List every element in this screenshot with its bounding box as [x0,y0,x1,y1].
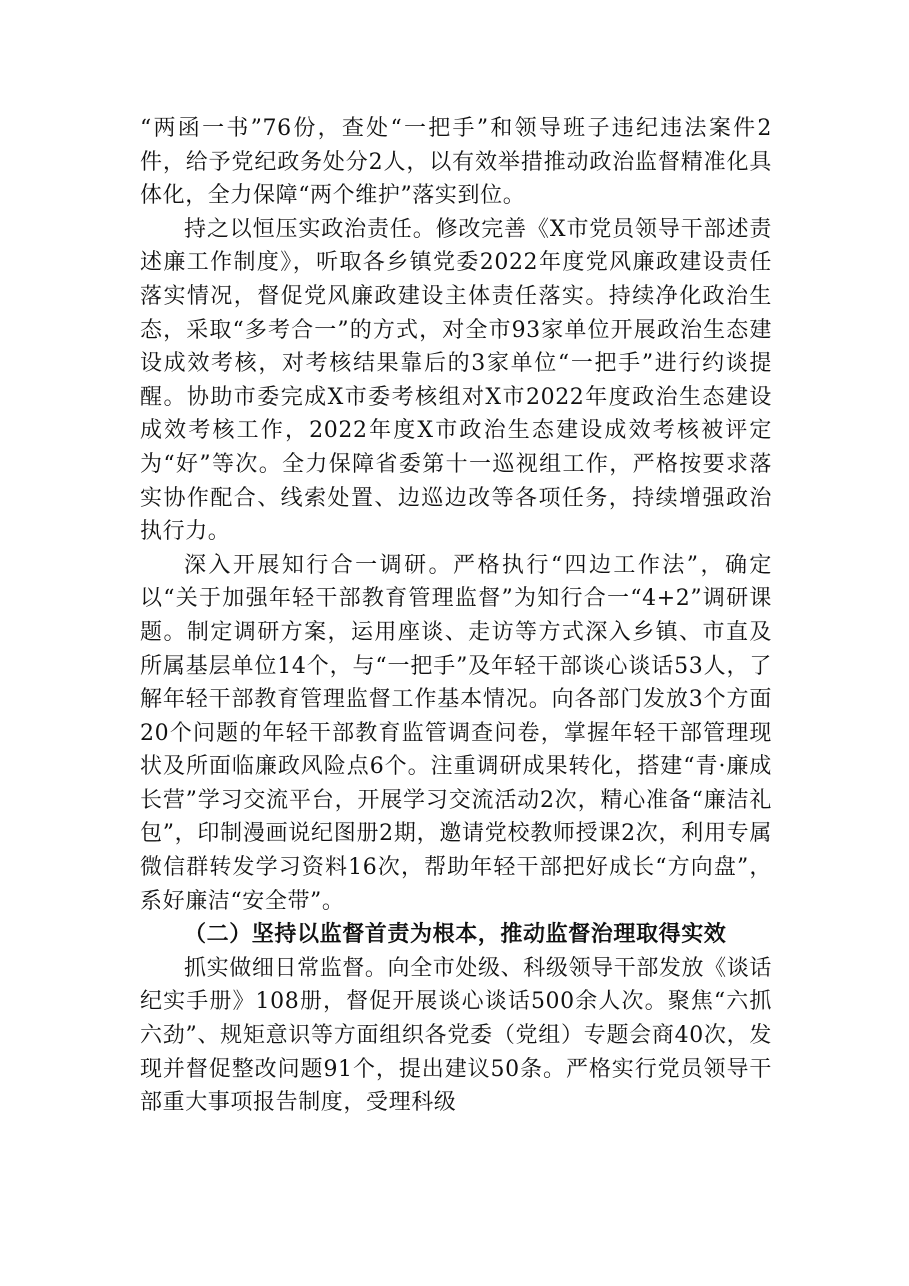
section-heading: （二）坚持以监督首责为根本，推动监督治理取得实效 [184,922,727,948]
paragraph-continuation: “两函一书”76份，查处“一把手”和领导班子违纪违法案件2件，给予党纪政务处分2人，以有效举措推动政治监督精准化具体化，全力保障“两个维护”落实到位。 [140,116,772,209]
paragraph-research: 深入开展知行合一调研。严格执行“四边工作法”，确定以“关于加强年轻干部教育管理监督”为知行合一“4+2”调研课题。制定调研方案，运用座谈、走访等方式深入乡镇、市直及所属基层单位14个，与“一把手”及年轻干部谈心谈话53人，了解年轻干部教育管理监督工作基本情况。向各部门发放3个方面20个问题的年轻干部教育监管调查问卷，掌握年轻干部管理现状及所面临廉政风险点6个。注重调研成果转化，搭建“青·廉成长营”学习交流平台，开展学习交流活动2次，精心准备“廉洁礼包”，印制漫画说纪图册2期，邀请党校教师授课2次，利用专属微信群转发学习资料16次，帮助年轻干部把好成长“方向盘”，系好廉洁“安全带”。 [140,552,772,914]
paragraph-political-responsibility: 持之以恒压实政治责任。修改完善《X市党员领导干部述责述廉工作制度》，听取各乡镇党委2022年度党风廉政建设责任落实情况，督促党风廉政建设主体责任落实。持续净化政治生态，采取“多考合一”的方式，对全市93家单位开展政治生态建设成效考核，对考核结果靠后的3家单位“一把手”进行约谈提醒。协助市委完成X市委考核组对X市2022年度政治生态建设成效考核工作，2022年度X市政治生态建设成效考核被评定为“好”等次。全力保障省委第十一巡视组工作，严格按要求落实协作配合、线索处置、边巡边改等各项任务，持续增强政治执行力。 [140,216,772,545]
paragraph-daily-supervision: 抓实做细日常监督。向全市处级、科级领导干部发放《谈话纪实手册》108册，督促开展谈心谈话500余人次。聚焦“六抓六劲”、规矩意识等方面组织各党委（党组）专题会商40次，发现并督促整改问题91个，提出建议50条。严格实行党员领导干部重大事项报告制度，受理科级 [140,955,772,1116]
document-body [140,112,772,1120]
